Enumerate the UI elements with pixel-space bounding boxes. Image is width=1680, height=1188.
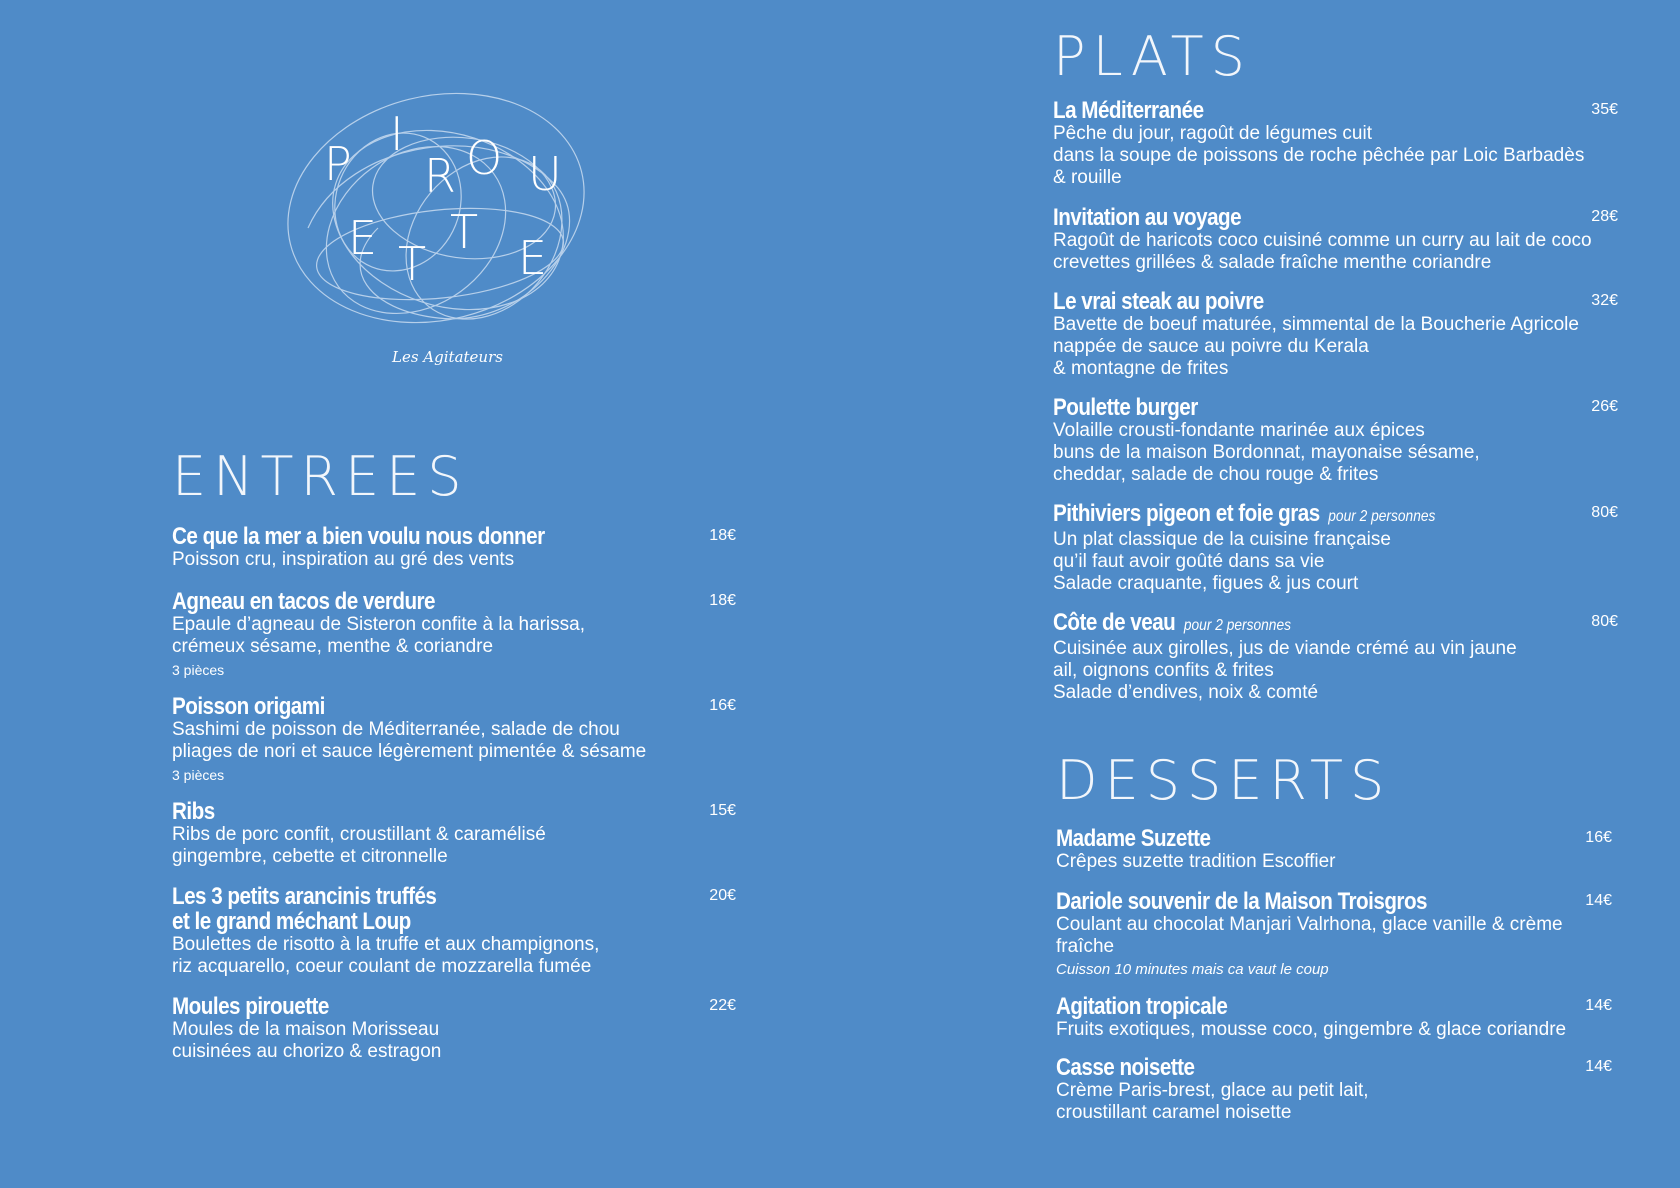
restaurant-logo [278,78,618,378]
menu-item [1053,289,1618,380]
logo-letter: R [424,149,456,203]
item-description: Coulant au chocolat Manjari Valrhona, glace vanille & crème fraîche [1056,914,1563,957]
item-name [172,799,215,824]
plats-list [1053,98,1618,704]
item-description: Bavette de boeuf maturée, simmental de la Boucherie Agricole nappée de sauce au poivre du Kerala & montagne de frites [1053,314,1579,379]
item-price: 20€ [709,887,736,904]
menu-item [1053,98,1618,189]
item-description: Crêpes suzette tradition Escoffier [1056,851,1336,872]
menu-item [1053,395,1618,486]
item-description: Ribs de porc confit, croustillant & caramélisé gingembre, cebette et citronnelle [172,824,546,867]
menu-item [1056,826,1612,873]
item-price: 18€ [709,527,736,544]
menu-item [172,524,736,571]
item-description: Ragoût de haricots coco cuisiné comme un curry au lait de coco crevettes grillées & salade fraîche menthe coriandre [1053,230,1592,273]
item-name [172,524,545,549]
item-name-text: Le vrai steak au poivre [1053,288,1264,315]
item-price: 15€ [709,802,736,819]
item-price: 14€ [1585,1058,1612,1075]
logo-signature: Les Agitateurs [392,348,503,366]
item-name-text: La Méditerranée [1053,97,1204,124]
item-serving-note: pour 2 personnes [1183,617,1291,634]
item-price: 16€ [709,697,736,714]
item-price: 35€ [1591,101,1618,118]
item-price: 22€ [709,997,736,1014]
menu-item [1053,205,1618,274]
item-price: 16€ [1585,829,1612,846]
menu-item [1056,889,1612,980]
item-name [1056,1055,1194,1080]
item-price: 32€ [1591,292,1618,309]
item-description: Un plat classique de la cuisine française qu’il faut avoir goûté dans sa vie Salade craquante, figues & jus court [1053,529,1391,594]
item-price: 14€ [1585,892,1612,909]
item-description: Volaille crousti-fondante marinée aux épices buns de la maison Bordonnat, mayonaise sésame, cheddar, salade de chou rouge & frites [1053,420,1480,485]
item-name-text: Poisson origami [172,693,325,720]
item-name-text: Les 3 petits arancinis truffés et le grand méchant Loup [172,883,437,935]
menu-item [172,694,736,785]
entrees-list [172,524,736,1063]
item-name-text: Ribs [172,798,215,825]
menu-item [172,884,736,978]
item-serving-note: pour 2 personnes [1328,508,1436,525]
item-name [1053,289,1264,314]
plats-section [1053,25,1618,704]
item-sub-note: Cuisson 10 minutes mais ca vaut le coup [1056,961,1329,978]
menu-item [1056,1055,1612,1124]
logo-letter: I [390,107,404,161]
entrees-section [172,445,736,1063]
item-description: Cuisinée aux girolles, jus de viande crémé au vin jaune ail, oignons confits & frites Salade d’endives, noix & comté [1053,638,1517,703]
item-price: 14€ [1585,997,1612,1014]
item-sub-note: 3 pièces [172,767,225,783]
logo-scribble [278,78,618,378]
item-price: 26€ [1591,398,1618,415]
menu-item [1053,610,1618,704]
item-name-text: Côte de veau [1053,609,1176,636]
item-sub-note: 3 pièces [172,662,225,678]
item-name-text: Dariole souvenir de la Maison Troisgros [1056,888,1428,915]
logo-letter: U [528,147,562,201]
item-description: Fruits exotiques, mousse coco, gingembre & glace coriandre [1056,1019,1567,1040]
item-description: Poisson cru, inspiration au gré des vents [172,549,515,570]
section-title-plats: PLATS [1053,25,1252,88]
logo-letter: T [450,205,479,259]
item-description: Moules de la maison Morisseau cuisinées au chorizo & estragon [172,1019,442,1062]
item-description: Sashimi de poisson de Méditerranée, salade de chou pliages de nori et sauce légèrement pimentée & sésame [172,719,647,762]
section-title-entrees: ENTREES [172,445,469,508]
item-name-text: Ce que la mer a bien voulu nous donner [172,523,545,550]
item-description: Epaule d’agneau de Sisteron confite à la harissa, crémeux sésame, menthe & coriandre [172,614,585,657]
item-name-text: Agitation tropicale [1056,993,1228,1020]
menu-item [172,994,736,1063]
section-title-desserts: DESSERTS [1056,749,1392,812]
menu-item [172,589,736,680]
item-name [1056,826,1211,851]
item-name [1053,610,1291,638]
logo-letter: E [518,231,548,285]
item-name [172,994,329,1019]
item-name-text: Pithiviers pigeon et foie gras [1053,500,1320,527]
item-name-text: Madame Suzette [1056,825,1211,852]
item-name [1053,501,1435,529]
logo-letter: P [324,137,352,191]
item-price: 80€ [1591,504,1618,521]
desserts-list [1056,826,1612,1124]
item-description: Crème Paris-brest, glace au petit lait, croustillant caramel noisette [1056,1080,1369,1123]
item-price: 18€ [709,592,736,609]
menu-item [172,799,736,868]
desserts-section [1056,749,1612,1124]
item-description: Pêche du jour, ragoût de légumes cuit dans la soupe de poissons de roche pêchée par Loic Barbadès & rouille [1053,123,1585,188]
item-name [172,589,435,614]
item-name [1053,395,1198,420]
item-name [172,884,436,934]
item-name [1056,994,1227,1019]
item-price: 80€ [1591,613,1618,630]
logo-letter: O [466,131,503,185]
menu-item [1053,501,1618,595]
item-name [1053,98,1204,123]
logo-letter: T [398,237,427,291]
item-name-text: Agneau en tacos de verdure [172,588,436,615]
item-name-text: Poulette burger [1053,394,1198,421]
item-name [172,694,325,719]
item-name-text: Invitation au voyage [1053,204,1242,231]
item-description: Boulettes de risotto à la truffe et aux champignons, riz acquarello, coeur coulant de mozzarella fumée [172,934,600,977]
item-name-text: Casse noisette [1056,1054,1195,1081]
logo-letter: E [348,211,378,265]
item-name [1053,205,1241,230]
item-name [1056,889,1427,914]
menu-item [1056,994,1612,1041]
item-price: 28€ [1591,208,1618,225]
item-name-text: Moules pirouette [172,993,329,1020]
